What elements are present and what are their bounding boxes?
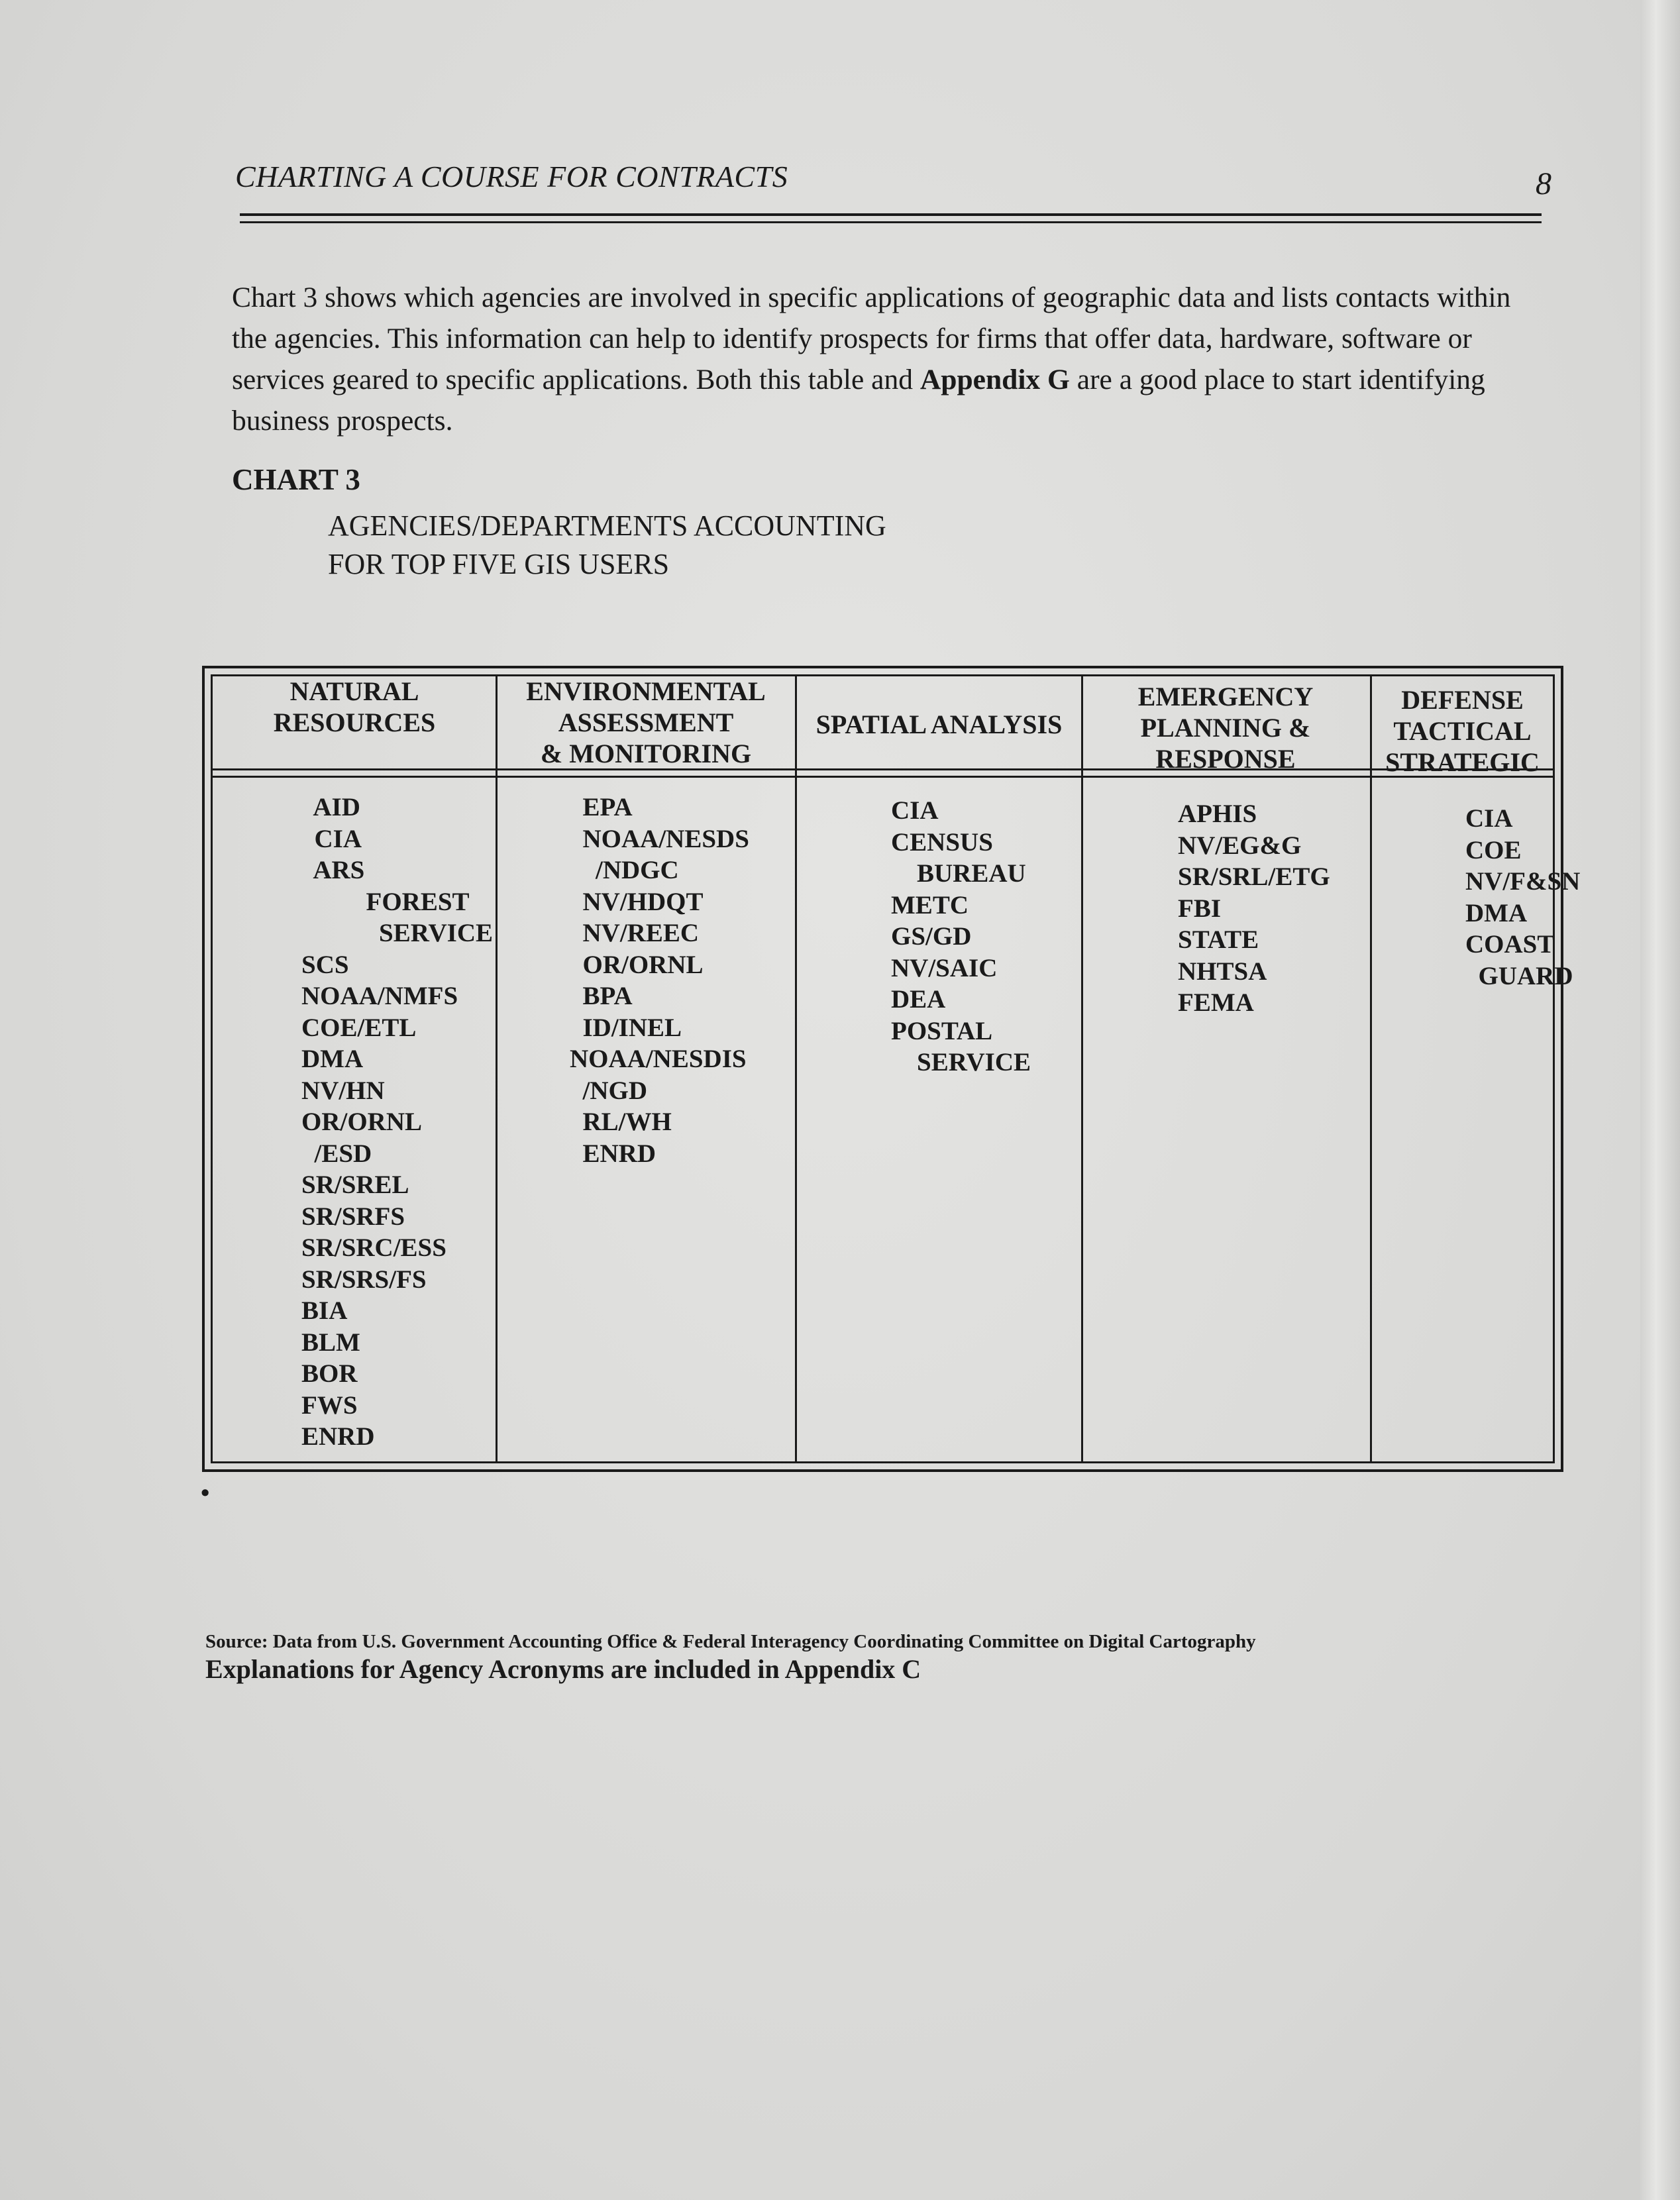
chart-subtitle-line2: FOR TOP FIVE GIS USERS: [328, 548, 670, 580]
table-header-spatial-analysis: SPATIAL ANALYSIS: [815, 709, 1063, 739]
header-rule-top: [240, 213, 1542, 216]
table-divider-3: [1081, 674, 1083, 1463]
table-header-environmental: ENVIRONMENTAL ASSESSMENT & MONITORING: [526, 676, 766, 768]
table-header-rule-2: [211, 776, 1555, 778]
intro-text-after: are a good place to start identifying business prospects.: [232, 364, 1485, 437]
table-header-defense: DEFENSE TACTICAL STRATEGIC: [1385, 685, 1540, 777]
table-header-natural-resources: NATURAL RESOURCES: [273, 676, 436, 737]
table-header-emergency: EMERGENCY PLANNING & RESPONSE: [1137, 682, 1314, 774]
chart-label: CHART 3: [232, 463, 360, 496]
explanation-note: Explanations for Agency Acronyms are included in Appendix C: [205, 1654, 921, 1684]
intro-paragraph: [232, 277, 1530, 441]
source-note: Source: Data from U.S. Government Accounting Office & Federal Interagency Coordinating Committee on Digital Cartography: [205, 1631, 1256, 1652]
table-column-emergency: APHIS NV/EG&G SR/SRL/ETG FBI STATE NHTSA FEMA: [1178, 800, 1330, 1017]
chart-subtitle-line1: AGENCIES/DEPARTMENTS ACCOUNTING: [328, 509, 886, 542]
table-divider-4: [1370, 674, 1372, 1463]
intro-bold-appendix: Appendix G: [919, 364, 1070, 395]
stray-bullet-mark: •: [201, 1479, 210, 1507]
page-spine-shadow: [1640, 0, 1680, 2200]
table-column-spatial-analysis: CIA CENSUS BUREAU METC GS/GD NV/SAIC DEA POSTAL SERVICE: [891, 796, 1031, 1076]
intro-text-before: Chart 3 shows which agencies are involved in specific applications of geographic data and lists contacts within the agencies. This information can help to identify prospects for firms that offer data, hardware, software or services geared to specific applications. Both this table and: [232, 282, 1511, 395]
table-column-defense: CIA COE NV/F&SN DMA COAST GUARD: [1465, 804, 1581, 990]
table-divider-2: [795, 674, 797, 1463]
header-rule-bottom: [240, 221, 1542, 223]
table-divider-1: [496, 674, 498, 1463]
running-title: CHARTING A COURSE FOR CONTRACTS: [235, 160, 788, 193]
chart-subtitle: [328, 507, 886, 584]
table-column-natural-resources: AID CIA ARS FOREST SERVICE SCS NOAA/NMFS COE/ETL DMA NV/HN OR/ORNL /ESD SR/SREL SR/SRFS SR/SRC/ESS SR/SRS/FS BIA BLM BOR FWS ENRD: [301, 793, 494, 1451]
table-column-environmental: EPA NOAA/NESDS /NDGC NV/HDQT NV/REEC OR/ORNL BPA ID/INEL NOAA/NESDIS /NGD RL/WH ENRD: [570, 793, 749, 1168]
page-number: 8: [1536, 166, 1551, 201]
